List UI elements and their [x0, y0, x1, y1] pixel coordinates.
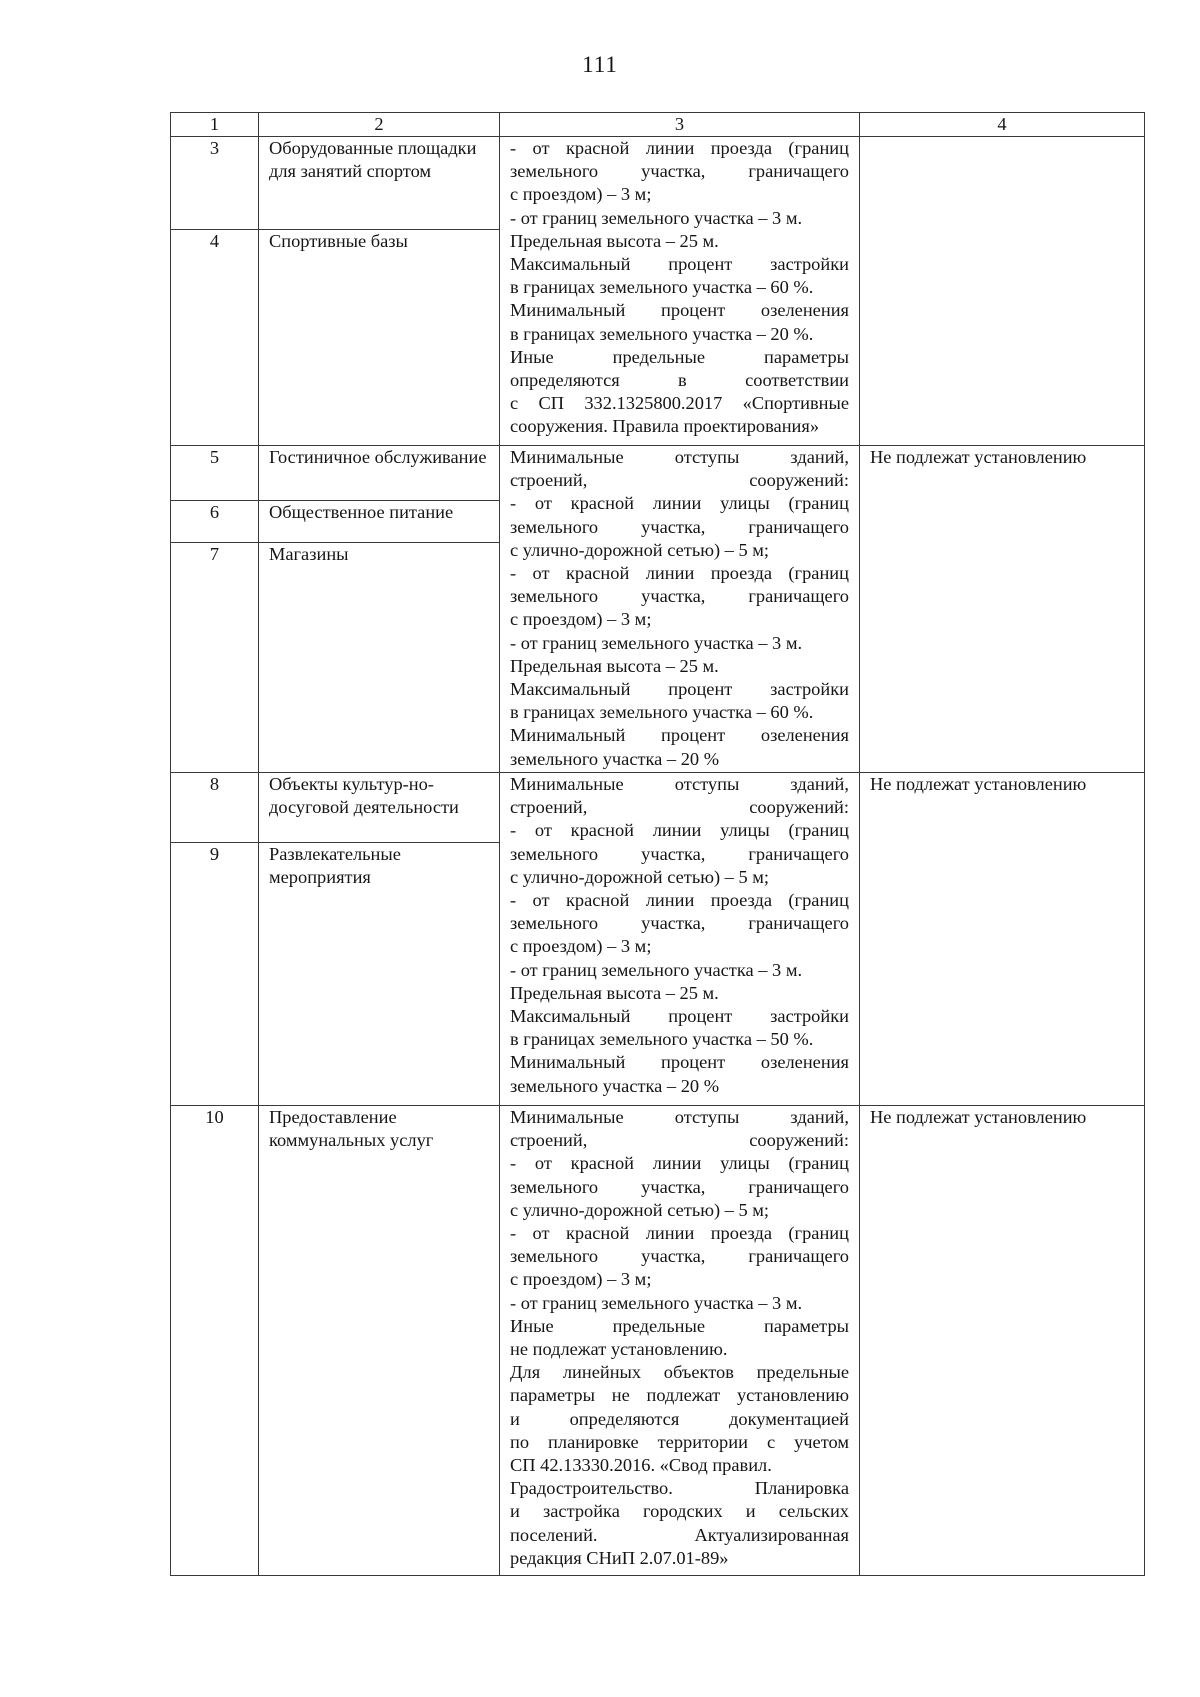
parameter-line: - от границ земельного участка – 3 м. — [510, 632, 803, 653]
parameter-line: земельного участка, граничащего — [510, 843, 849, 864]
row-number: 9 — [171, 843, 259, 1106]
limit-parameters — [500, 446, 860, 773]
land-use-type: Предоставление коммунальных услуг — [259, 1106, 500, 1576]
parameter-line: земельного участка, граничащего — [510, 1246, 849, 1267]
parameter-line: в границах земельного участка – 60 %. — [510, 702, 814, 723]
parameter-line: поселений. Актуализированная — [510, 1524, 849, 1545]
parameter-line: земельного участка, граничащего — [510, 516, 849, 537]
page-number: 111 — [582, 52, 618, 77]
parameter-line: параметры не подлежат установлению — [510, 1385, 849, 1406]
parameter-line: определяются в соответствии — [510, 370, 849, 391]
row-number: 6 — [171, 501, 259, 543]
additional-parameters: Не подлежат установлению — [860, 773, 1145, 1106]
table-row — [171, 137, 1145, 230]
land-use-type: Оборудованные площадки для занятий спортом — [259, 137, 500, 230]
land-use-type: Развлекательные мероприятия — [259, 843, 500, 1106]
parameter-line: - от красной линии проезда (границ — [510, 1223, 849, 1244]
column-header: 3 — [500, 113, 860, 137]
parameter-line: Иные предельные параметры — [510, 346, 849, 367]
table-row — [171, 446, 1145, 501]
parameter-line: с улично-дорожной сетью) – 5 м; — [510, 866, 770, 887]
parameter-line: Максимальный процент застройки — [510, 254, 849, 275]
parameter-line: Максимальный процент застройки — [510, 1006, 849, 1027]
parameter-line: - от границ земельного участка – 3 м. — [510, 207, 803, 228]
parameter-line: с проездом) – 3 м; — [510, 936, 652, 957]
parameter-line: Минимальный процент озеленения — [510, 1052, 849, 1073]
parameter-line: СП 42.13330.2016. «Свод правил. — [510, 1455, 772, 1476]
additional-parameters — [860, 137, 1145, 446]
parameter-line: в границах земельного участка – 20 %. — [510, 323, 814, 344]
parameter-line: - от красной линии улицы (границ — [510, 820, 849, 841]
parameter-line: и определяются документацией — [510, 1408, 849, 1429]
parameter-line: Предельная высота – 25 м. — [510, 230, 719, 251]
row-number: 8 — [171, 773, 259, 843]
land-use-type: Спортивные базы — [259, 230, 500, 446]
parameter-line: Минимальный процент озеленения — [510, 300, 849, 321]
parameter-line: - от красной линии проезда (границ — [510, 890, 849, 911]
parameter-line: с улично-дорожной сетью) – 5 м; — [510, 1199, 770, 1220]
parameter-line: земельного участка – 20 % — [510, 1075, 720, 1096]
parameter-line: Иные предельные параметры — [510, 1315, 849, 1336]
parameter-line: - от красной линии проезда (границ — [510, 563, 849, 584]
parameter-line: - от границ земельного участка – 3 м. — [510, 959, 803, 980]
row-number: 5 — [171, 446, 259, 501]
column-header: 4 — [860, 113, 1145, 137]
column-header: 2 — [259, 113, 500, 137]
parameter-line: с проездом) – 3 м; — [510, 609, 652, 630]
land-use-type: Магазины — [259, 543, 500, 773]
row-number: 10 — [171, 1106, 259, 1576]
parameter-line: Минимальные отступы зданий, — [510, 774, 849, 794]
row-number: 7 — [171, 543, 259, 773]
land-use-type: Гостиничное обслуживание — [259, 446, 500, 501]
row-number: 3 — [171, 137, 259, 230]
parameter-line: - от красной линии улицы (границ — [510, 1153, 849, 1174]
parameter-line: с проездом) – 3 м; — [510, 1269, 652, 1290]
table-row — [171, 773, 1145, 843]
parameter-line: Градостроительство. Планировка — [510, 1478, 849, 1499]
parameter-line: в границах земельного участка – 50 %. — [510, 1029, 814, 1050]
parameter-line: земельного участка, граничащего — [510, 586, 849, 607]
parameter-line: в границах земельного участка – 60 %. — [510, 277, 814, 298]
parameter-line: - от красной линии проезда (границ — [510, 138, 849, 158]
parameter-line: земельного участка, граничащего — [510, 913, 849, 934]
parameter-line: строений, сооружений: — [510, 1130, 849, 1151]
additional-parameters: Не подлежат установлению — [860, 446, 1145, 773]
limit-parameters — [500, 1106, 860, 1576]
table-row — [171, 1106, 1145, 1576]
limit-parameters — [500, 773, 860, 1106]
parameter-line: не подлежат установлению. — [510, 1339, 728, 1360]
parameter-line: с проездом) – 3 м; — [510, 184, 652, 205]
parameter-line: редакция СНиП 2.07.01-89» — [510, 1547, 729, 1568]
parameter-line: строений, сооружений: — [510, 797, 849, 818]
parameter-line: - от границ земельного участка – 3 м. — [510, 1292, 803, 1313]
parameter-line: земельного участка, граничащего — [510, 161, 849, 182]
parameter-line: строений, сооружений: — [510, 470, 849, 491]
parameter-line: - от красной линии улицы (границ — [510, 493, 849, 514]
parameter-line: Минимальный процент озеленения — [510, 725, 849, 746]
limit-parameters — [500, 137, 860, 446]
parameter-line: с СП 332.1325800.2017 «Спортивные — [510, 393, 849, 414]
parameter-line: с улично-дорожной сетью) – 5 м; — [510, 539, 770, 560]
parameter-line: земельного участка, граничащего — [510, 1176, 849, 1197]
parameter-line: Предельная высота – 25 м. — [510, 982, 719, 1003]
parameter-line: и застройка городских и сельских — [510, 1501, 849, 1522]
additional-parameters: Не подлежат установлению — [860, 1106, 1145, 1576]
land-use-type: Общественное питание — [259, 501, 500, 543]
parameter-line: Для линейных объектов предельные — [510, 1362, 849, 1383]
column-header: 1 — [171, 113, 259, 137]
parameter-line: сооружения. Правила проектирования» — [510, 416, 820, 437]
parameter-line: Предельная высота – 25 м. — [510, 655, 719, 676]
land-use-type: Объекты культур-но-досуговой деятельности — [259, 773, 500, 843]
parameter-line: по планировке территории с учетом — [510, 1431, 849, 1452]
parameter-line: Максимальный процент застройки — [510, 679, 849, 700]
parameter-line: земельного участка – 20 % — [510, 748, 720, 769]
parameter-line: Минимальные отступы зданий, — [510, 1107, 849, 1127]
parameter-line: Минимальные отступы зданий, — [510, 447, 849, 467]
regulations-table — [170, 112, 1145, 1576]
table-header-row — [171, 113, 1145, 137]
row-number: 4 — [171, 230, 259, 446]
